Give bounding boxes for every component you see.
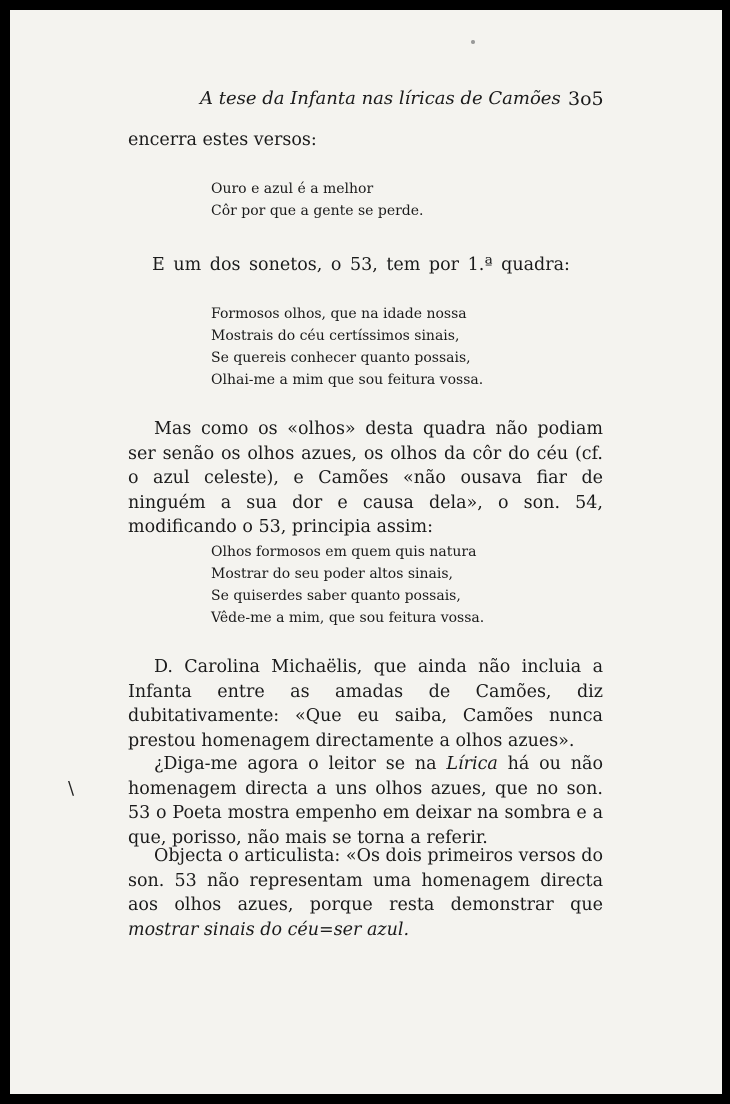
running-header xyxy=(200,88,610,109)
verse-line: Se quereis conhecer quanto possais, xyxy=(211,350,471,366)
print-speck xyxy=(471,40,475,44)
objecta-paragraph xyxy=(128,844,603,942)
quoted-result: ser azul. xyxy=(333,919,410,940)
running-title: A tese da Infanta nas líricas de Camões xyxy=(200,88,561,109)
verse-line: Olhos formosos em quem quis natura xyxy=(211,544,477,560)
objecta-text: Objecta o articulista: «Os dois primeiros versos do son. 53 não representam uma homenagem directa aos olhos azues, porque resta demonstrar que xyxy=(128,846,603,915)
page-number: 3o5 xyxy=(568,88,604,110)
verse-line: Vêde-me a mim, que sou feitura vossa. xyxy=(211,610,485,626)
diga-text-start: ¿Diga-me agora o leitor se na xyxy=(154,754,447,774)
intro-paragraph: encerra estes versos: xyxy=(128,130,317,150)
mas-paragraph: Mas como os «olhos» desta quadra não podiam ser senão os olhos azues, os olhos da côr do céu (cf. o azul celeste), e Camões «não ousava fiar de ninguém a sua dor e causa dela», o son. 54, modificando o 53, principia assim: xyxy=(128,419,603,537)
verse-line: Mostrais do céu certíssimos sinais, xyxy=(211,328,460,344)
verse-block-3 xyxy=(211,541,484,629)
carolina-paragraph: D. Carolina Michaëlis, que ainda não incluia a Infanta entre as amadas de Camões, diz dubitativamente: «Que eu saiba, Camões nunca prestou homenagem directamente a olhos azues». xyxy=(128,657,603,751)
verse-block-1 xyxy=(211,178,424,222)
sonnet-intro-paragraph: E um dos sonetos, o 53, tem por 1.ª quadra: xyxy=(152,255,570,275)
quoted-phrase: mostrar sinais do céu xyxy=(128,919,320,940)
margin-mark: \ xyxy=(68,778,75,799)
verse-block-2 xyxy=(211,303,483,391)
verse-line: Olhai-me a mim que sou feitura vossa. xyxy=(211,372,484,388)
lirica-title: Lírica xyxy=(446,754,498,774)
verse-line: Ouro e azul é a melhor xyxy=(211,181,374,197)
page xyxy=(10,10,722,1094)
verse-line: Formosos olhos, que na idade nossa xyxy=(211,306,467,322)
verse-line: Mostrar do seu poder altos sinais, xyxy=(211,566,453,582)
diga-paragraph xyxy=(128,752,603,850)
verse-line: Côr por que a gente se perde. xyxy=(211,203,424,219)
diga-text-end: há ou não homenagem directa a uns olhos azues, que no son. 53 o Poeta mostra empenho em deixar na sombra e a que, porisso, não mais se torna a referir. xyxy=(128,754,603,848)
equals-sign: = xyxy=(319,919,334,940)
verse-line: Se quiserdes saber quanto possais, xyxy=(211,588,461,604)
